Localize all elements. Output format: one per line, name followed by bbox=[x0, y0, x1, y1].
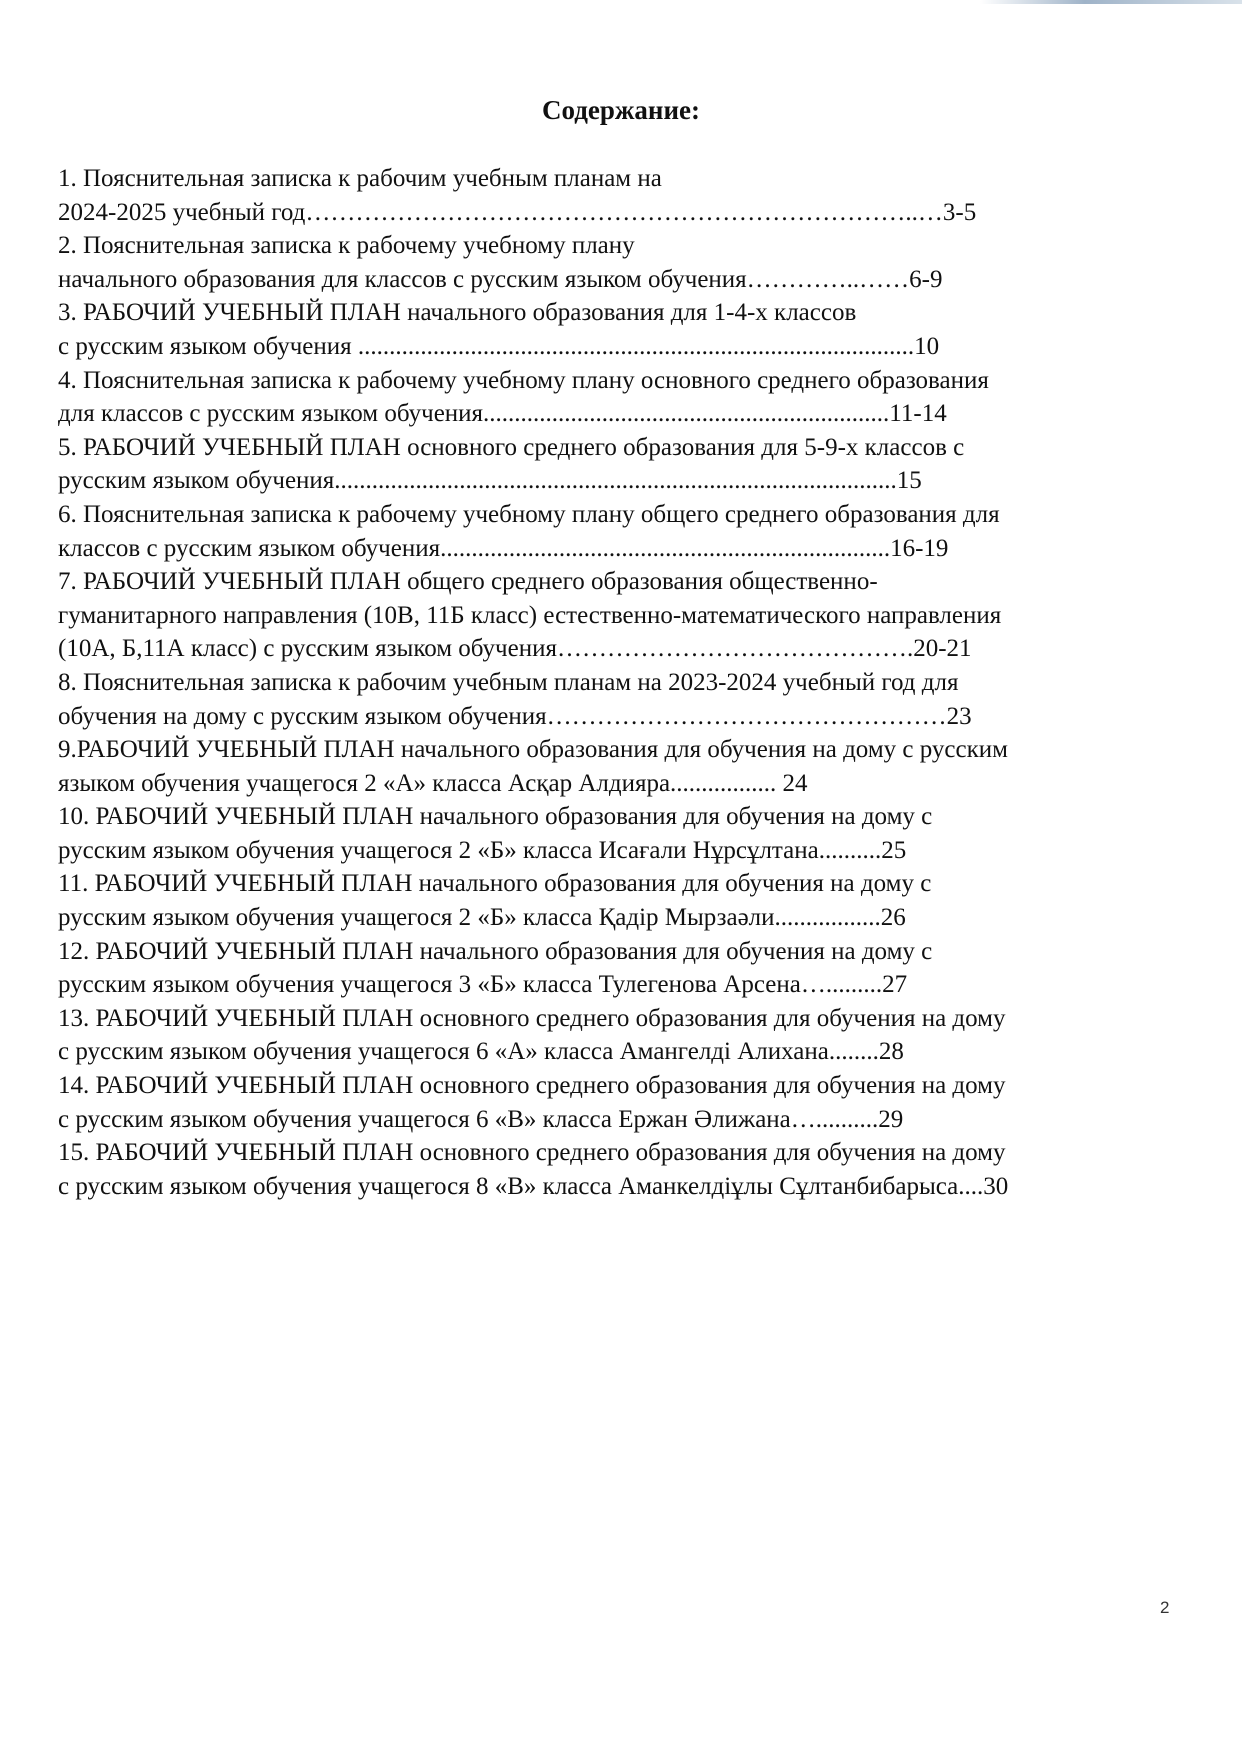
toc-entry-line: с русским языком обучения учащегося 6 «В» класса Ержан Әлижана…..........29 bbox=[58, 1105, 904, 1133]
toc-entry-line: языком обучения учащегося 2 «А» класса Асқар Алдияра................. 24 bbox=[58, 769, 808, 797]
toc-entry-line: 2024-2025 учебный год………………………………………………………………..…3-5 bbox=[58, 198, 977, 226]
toc-entry-line: 12. РАБОЧИЙ УЧЕБНЫЙ ПЛАН начального образования для обучения на дому с bbox=[58, 937, 933, 965]
toc-entry-line: (10А, Б,11А класс) с русским языком обучения…………………………………….20-21 bbox=[58, 635, 972, 663]
toc-entry bbox=[58, 1136, 1198, 1203]
toc-entry-line: 13. РАБОЧИЙ УЧЕБНЫЙ ПЛАН основного среднего образования для обучения на дому bbox=[58, 1004, 1006, 1032]
toc-entry-line: 15. РАБОЧИЙ УЧЕБНЫЙ ПЛАН основного среднего образования для обучения на дому bbox=[58, 1139, 1006, 1167]
toc-entry bbox=[58, 229, 1198, 296]
toc-entry bbox=[58, 1069, 1198, 1136]
toc-entry-line: гуманитарного направления (10В, 11Б класс) естественно-математического направления bbox=[58, 601, 1002, 629]
toc-entry-line: 10. РАБОЧИЙ УЧЕБНЫЙ ПЛАН начального образования для обучения на дому с bbox=[58, 803, 933, 831]
toc-entry-line: обучения на дому с русским языком обучения…………………………………………23 bbox=[58, 702, 972, 730]
toc-entry-line: классов с русским языком обучения........................................................................16-19 bbox=[58, 534, 949, 562]
toc-entry-line: 6. Пояснительная записка к рабочему учебному плану общего среднего образования для bbox=[58, 500, 1000, 528]
toc-entry-line: русским языком обучения учащегося 2 «Б» класса Исағали Нұрсұлтана..........25 bbox=[58, 836, 907, 864]
toc-entry-line: 4. Пояснительная записка к рабочему учебному плану основного среднего образования bbox=[58, 366, 989, 394]
toc-entry bbox=[58, 935, 1198, 1002]
toc-entry-line: русским языком обучения учащегося 2 «Б» класса Қадір Мырзаәли.................26 bbox=[58, 904, 906, 932]
toc-entry bbox=[58, 733, 1198, 800]
toc-entry bbox=[58, 498, 1198, 565]
toc-entry-line: 14. РАБОЧИЙ УЧЕБНЫЙ ПЛАН основного среднего образования для обучения на дому bbox=[58, 1072, 1006, 1100]
toc-entry-line: с русским языком обучения учащегося 8 «В» класса Аманкелдіұлы Сұлтанбибарыса....30 bbox=[58, 1172, 1009, 1200]
toc-entry-line: начального образования для классов с русским языком обучения…………..……6-9 bbox=[58, 265, 943, 293]
toc-entry bbox=[58, 1002, 1198, 1069]
toc-entry-line: 7. РАБОЧИЙ УЧЕБНЫЙ ПЛАН общего среднего образования общественно- bbox=[58, 568, 878, 596]
toc-entry-line: 3. РАБОЧИЙ УЧЕБНЫЙ ПЛАН начального образования для 1-4-х классов bbox=[58, 299, 857, 327]
toc-entry-line: 11. РАБОЧИЙ УЧЕБНЫЙ ПЛАН начального образования для обучения на дому с bbox=[58, 870, 932, 898]
scan-edge-mark bbox=[980, 0, 1242, 4]
toc-entry-line: русским языком обучения..........................................................................................15 bbox=[58, 467, 922, 495]
toc-entry-line: 1. Пояснительная записка к рабочим учебным планам на bbox=[58, 165, 662, 192]
toc-entry-line: 2. Пояснительная записка к рабочему учебному плану bbox=[58, 232, 635, 260]
toc-entry bbox=[58, 800, 1198, 867]
toc-entry-line: 5. РАБОЧИЙ УЧЕБНЫЙ ПЛАН основного среднего образования для 5-9-х классов с bbox=[58, 433, 965, 461]
toc-entry bbox=[58, 162, 1198, 229]
toc-entry-line: для классов с русским языком обучения.................................................................11-14 bbox=[58, 400, 947, 428]
toc-entry bbox=[58, 565, 1198, 666]
toc-entry-line: с русским языком обучения учащегося 6 «А» класса Амангелді Алихана........28 bbox=[58, 1038, 904, 1066]
page-title: Содержание: bbox=[541, 95, 701, 125]
table-of-contents bbox=[58, 162, 1198, 1203]
toc-entry bbox=[58, 364, 1198, 431]
toc-entry bbox=[58, 296, 1198, 363]
toc-entry bbox=[58, 666, 1198, 733]
page-number: 2 bbox=[1160, 1598, 1170, 1617]
toc-entry-line: 9.РАБОЧИЙ УЧЕБНЫЙ ПЛАН начального образования для обучения на дому с русским bbox=[58, 736, 1008, 764]
toc-entry bbox=[58, 867, 1198, 934]
toc-entry-line: русским языком обучения учащегося 3 «Б» класса Тулегенова Арсена….........27 bbox=[58, 971, 908, 999]
toc-entry-line: с русским языком обучения .........................................................................................10 bbox=[58, 332, 940, 360]
toc-entry-line: 8. Пояснительная записка к рабочим учебным планам на 2023-2024 учебный год для bbox=[58, 668, 959, 696]
toc-entry bbox=[58, 431, 1198, 498]
